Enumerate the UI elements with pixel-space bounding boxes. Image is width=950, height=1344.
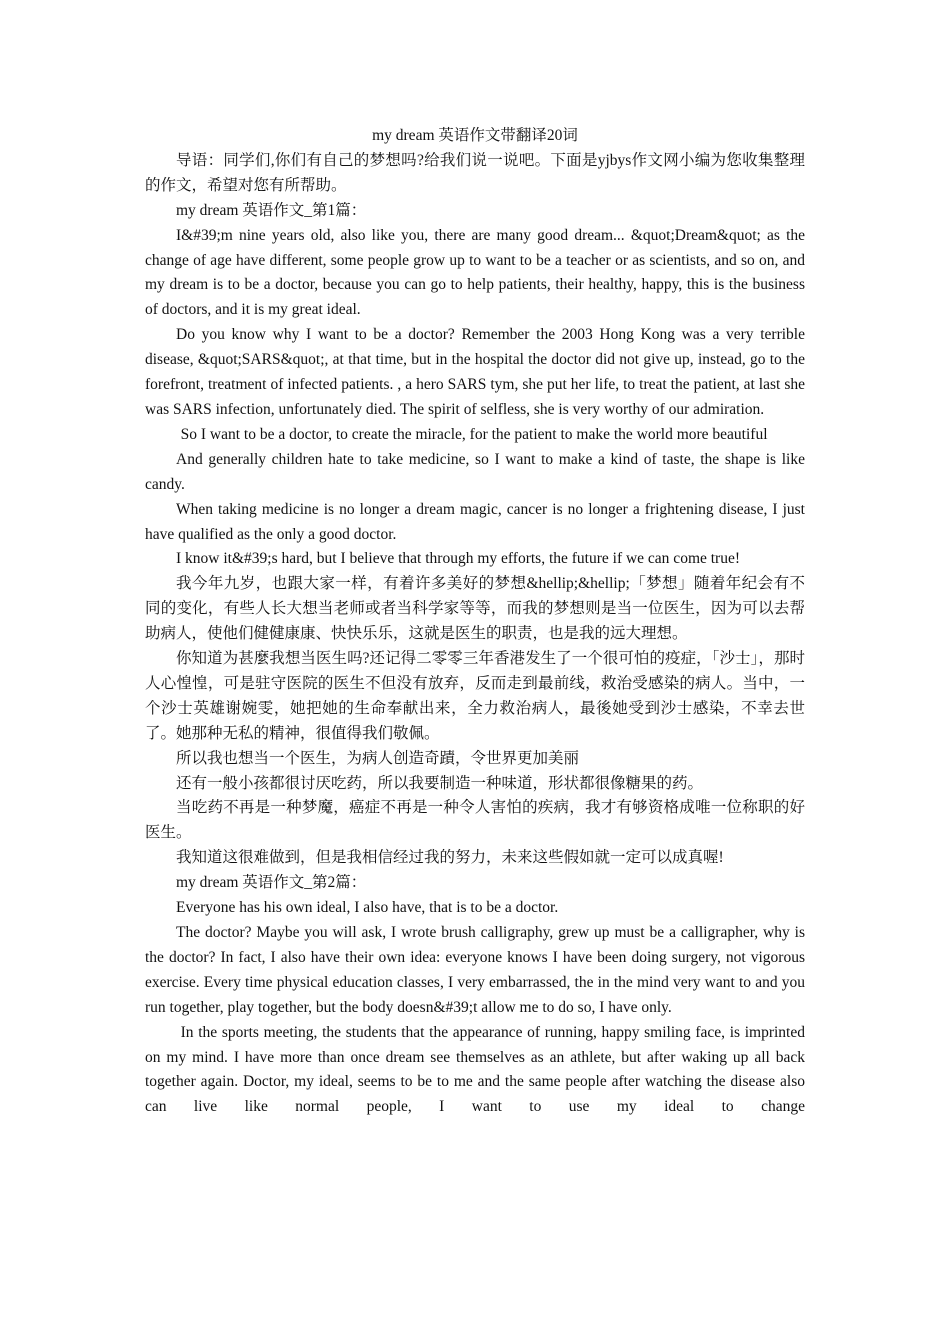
section-heading-2: my dream 英语作文_第2篇： xyxy=(176,874,367,892)
document-title: my dream 英语作文带翻译20词 xyxy=(372,127,578,144)
english-paragraph: Do you know why I want to be a doctor? Remember the 2003 Hong Kong was a very terrible disease, &quot;SARS&quot;, at that time, but in the hospital the doctor did not give up, instead, go to the forefront, treatment of infected patients. , a hero SARS tym, she put her life, to treat the patient, at last she was SARS infection, unfortunately died. The spirit of selfless, she is very worthy of our admiration. xyxy=(145,326,805,418)
english-paragraph: Everyone has his own ideal, I also have, that is to be a doctor. xyxy=(176,899,559,917)
english-paragraph: So I want to be a doctor, to create the miracle, for the patient to make the world more beautiful xyxy=(180,425,768,443)
chinese-paragraph: 当吃药不再是一种梦魔，癌症不再是一种令人害怕的疾病，我才有够资格成唯一位称职的好医生。 xyxy=(145,799,805,842)
english-paragraph: I know it&#39;s hard, but I believe that through my efforts, the future if we can come true! xyxy=(176,550,741,568)
chinese-paragraph: 你知道为甚麼我想当医生吗?还记得二零零三年香港发生了一个很可怕的疫症，「沙士」，那时人心惶惶，可是驻守医院的医生不但没有放弃，反而走到最前线，救治受感染的病人。当中，一个沙士英雄谢婉雯，她把她的生命奉献出来，全力救治病人，最後她受到沙士感染，不幸去世了。她那种无私的精神，很值得我们敬佩。 xyxy=(145,650,805,742)
section-heading-1: my dream 英语作文_第1篇： xyxy=(176,201,367,219)
chinese-paragraph: 我今年九岁，也跟大家一样，有着许多美好的梦想&hellip;&hellip;「梦想」随着年纪会有不同的变化，有些人长大想当老师或者当科学家等等，而我的梦想则是当一位医生，因为可以去帮助病人，使他们健健康康、快快乐乐，这就是医生的职责，也是我的远大理想。 xyxy=(145,575,805,643)
english-paragraph: And generally children hate to take medicine, so I want to make a kind of taste, the shape is like candy. xyxy=(145,450,805,493)
chinese-paragraph: 所以我也想当一个医生，为病人创造奇蹟，令世界更加美丽 xyxy=(176,749,580,767)
english-paragraph: I&#39;m nine years old, also like you, there are many good dream... &quot;Dream&quot; as the change of age have different, some people grow up to want to be a teacher or as scientists, and so on, and my dream is to be a doctor, because you can go to help patients, their healthy, happy, this is the business of doctors, and it is my great ideal. xyxy=(145,226,805,319)
chinese-paragraph: 我知道这很难做到，但是我相信经过我的努力，未来这些假如就一定可以成真喔! xyxy=(176,849,724,867)
intro-paragraph: 导语：同学们,你们有自己的梦想吗?给我们说一说吧。下面是yjbys作文网小编为您收集整理的作文，希望对您有所帮助。 xyxy=(145,151,805,194)
english-paragraph: When taking medicine is no longer a dream magic, cancer is no longer a frightening disease, I just have qualified as the only a good doctor. xyxy=(145,500,805,543)
chinese-paragraph: 还有一般小孩都很讨厌吃药，所以我要制造一种味道，形状都很像糖果的药。 xyxy=(176,774,704,792)
document-body xyxy=(145,124,805,1120)
english-paragraph: In the sports meeting, the students that the appearance of running, happy smiling face, is imprinted on my mind. I have more than once dream see themselves as an athlete, but after waking up all back together again. Doctor, my ideal, seems to be to me and the same people after watching the disease also can live like normal people, I want to use my ideal to change xyxy=(145,1023,805,1116)
english-paragraph: The doctor? Maybe you will ask, I wrote brush calligraphy, grew up must be a calligrapher, why is the doctor? In fact, I also have their own idea: everyone knows I have been doing surgery, not vigorous exercise. Every time physical education classes, I very embarrassed, the in the mind very want to and you run together, play together, but the body doesn&#39;t allow me to do so, I have only. xyxy=(145,924,805,1016)
